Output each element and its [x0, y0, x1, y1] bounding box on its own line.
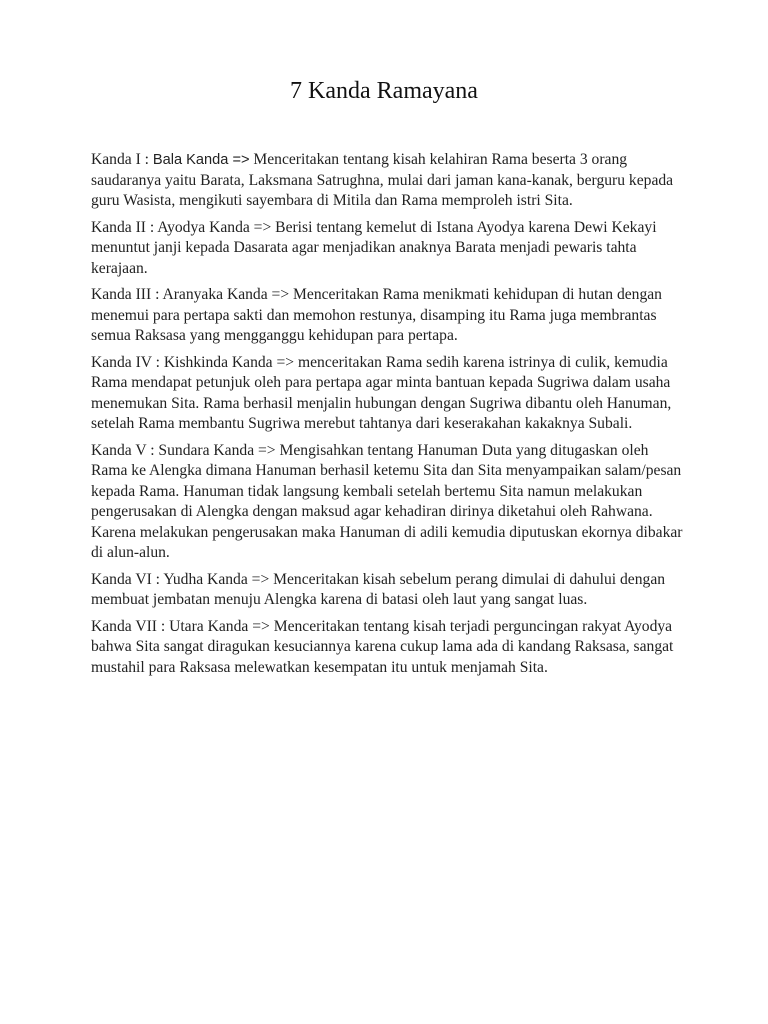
document-body [91, 150, 683, 684]
paragraph-prefix: Kanda I : [91, 151, 153, 168]
paragraph-kanda-4: Kanda IV : Kishkinda Kanda => menceritakan Rama sedih karena istrinya di culik, kemudia Rama mendapat petunjuk oleh para pertapa agar minta bantuan kepada Sugriwa dalam usaha menemukan Sita. Rama berhasil menjalin hubungan dengan Sugriwa dibantu oleh Hanuman, setelah Rama membantu Sugriwa merebut tahtanya dari keserakahan kakaknya Subali. [91, 353, 672, 432]
document-title: 7 Kanda Ramayana [290, 78, 478, 104]
paragraph-kanda-6: Kanda VI : Yudha Kanda => Menceritakan kisah sebelum perang dimulai di dahului dengan membuat jembatan menuju Alengka karena di batasi oleh laut yang sangat luas. [91, 570, 666, 608]
paragraph-kanda-3: Kanda III : Aranyaka Kanda => Menceritakan Rama menikmati kehidupan di hutan dengan menemui para pertapa sakti dan memohon restunya, disamping itu Rama juga membrantas semua Raksasa yang mengganggu kehidupan para pertapa. [91, 286, 662, 344]
paragraph-kanda-1 [91, 150, 683, 212]
paragraph-kanda-2: Kanda II : Ayodya Kanda => Berisi tentang kemelut di Istana Ayodya karena Dewi Kekayi menuntut janji kepada Dasarata agar menjadikan anaknya Barata menjadi pewaris tahta kerajaan. [91, 218, 657, 277]
paragraph-lead: Bala Kanda => [152, 152, 250, 168]
paragraph-kanda-5: Kanda V : Sundara Kanda => Mengisahkan tentang Hanuman Duta yang ditugaskan oleh Rama ke Alengka dimana Hanuman berhasil ketemu Sita dan Sita menyampaikan salam/pesan kepada Rama. Hanuman tidak langsung kembali setelah bertemu Sita namun melakukan pengerusakan di Alengka dengan maksud agar kehadiran dirinya diketahui oleh Rahwana. Karena melakukan pengerusakan maka Hanuman di adili kemudia diputuskan ekornya dibakar di alun-alun. [91, 441, 683, 561]
paragraph-text: Menceritakan tentang kisah kelahiran Rama beserta 3 orang saudaranya yaitu Barata, Laksmana Satrughna, mulai dari jaman kana-kanak, berguru kepada guru Wasista, mengikuti sayembara di Mitila dan Rama memproleh istri Sita. [91, 151, 674, 209]
paragraph-kanda-7: Kanda VII : Utara Kanda => Menceritakan tentang kisah terjadi perguncingan rakyat Ayodya bahwa Sita sangat diragukan kesuciannya karena cukup lama ada di kandang Raksasa, sangat mustahil para Raksasa melewatkan kesempatan itu untuk menjamah Sita. [91, 617, 674, 676]
